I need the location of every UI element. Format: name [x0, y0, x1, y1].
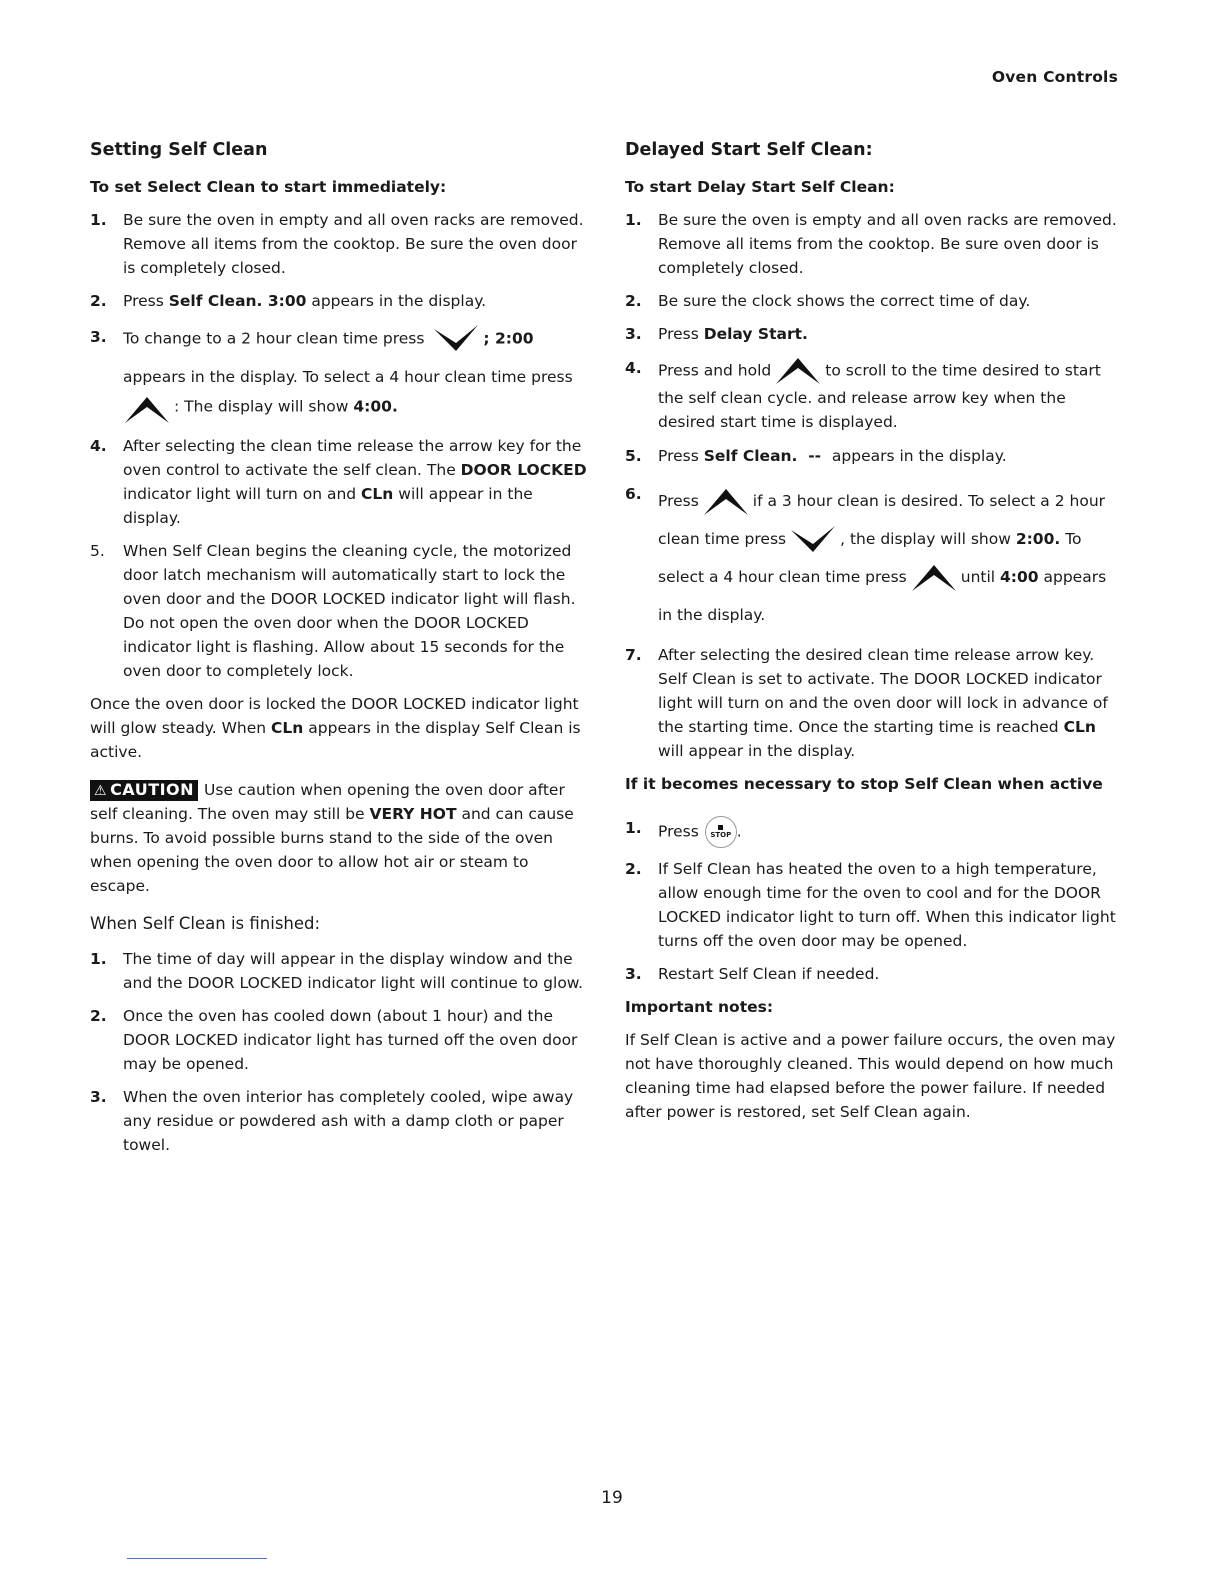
text-run: Press and hold	[658, 361, 772, 380]
step-number: 4.	[625, 359, 642, 377]
step-text: If Self Clean has heated the oven to a high temperature, allow enough time for the oven to cool and for the DOOR LOCKED indicator light to turn off. When this indicator light turns off the oven door may be opened.	[658, 860, 1116, 950]
bold-run: CLn	[1063, 718, 1096, 736]
list-item	[625, 643, 1125, 763]
text-run: To select a 4 hour clean time press	[658, 530, 1082, 586]
text-run: if a 3 hour clean is desired. To select a 2 hour clean time press	[658, 492, 1106, 548]
step-text	[123, 325, 590, 425]
step-number: 2.	[625, 860, 642, 878]
step-text: Be sure the oven is empty and all oven racks are removed. Remove all items from the cooktop. Be sure oven door is completely closed.	[658, 211, 1117, 277]
step-number: 1.	[90, 950, 107, 968]
step-number: 2.	[90, 1007, 107, 1025]
bold-run: CLn	[361, 485, 394, 503]
up-arrow-icon	[910, 563, 958, 593]
text-run: .	[736, 822, 742, 841]
step-text: The time of day will appear in the display window and the and the DOOR LOCKED indicator light will continue to glow.	[123, 950, 583, 992]
step-text: Once the oven has cooled down (about 1 hour) and the DOOR LOCKED indicator light has turned off the oven door may be opened.	[123, 1007, 578, 1073]
finished-title: When Self Clean is finished:	[90, 914, 321, 933]
warning-triangle-icon: ⚠	[94, 783, 108, 799]
bold-run: Self Clean.	[703, 447, 798, 465]
text-run: , the display will show	[840, 530, 1016, 548]
step-number: 5.	[625, 447, 642, 465]
bold-run: Delay Start.	[703, 325, 808, 343]
list-item	[90, 539, 590, 683]
text-run: appears in the display.	[658, 568, 1107, 624]
bold-run: DOOR LOCKED	[460, 461, 587, 479]
text-run: Once the oven door is locked the DOOR LOCKED indicator light will glow steady. When	[90, 695, 579, 737]
important-notes-text: If Self Clean is active and a power failure occurs, the oven may not have thoroughly cleaned. This would depend on how much cleaning time had elapsed before the power failure. If needed after power is restored, set Self Clean again.	[625, 1031, 1116, 1121]
footer-rule	[127, 1558, 267, 1559]
step-number: 3.	[625, 965, 642, 983]
step-text	[658, 482, 1125, 634]
start-immediately-subtitle: To set Select Clean to start immediately:	[90, 178, 447, 196]
list-item	[90, 325, 590, 425]
step-text: Be sure the clock shows the correct time of day.	[658, 292, 1031, 310]
step-text	[658, 356, 1125, 434]
text-run: will appear in the display.	[658, 742, 856, 760]
step-number: 3.	[625, 325, 642, 343]
page-number: 19	[601, 1488, 623, 1508]
up-arrow-icon	[123, 395, 171, 425]
bold-run: 4:00.	[353, 397, 398, 416]
left-column	[90, 138, 590, 1166]
delayed-start-title: Delayed Start Self Clean:	[625, 140, 873, 160]
list-item	[625, 289, 1125, 313]
bold-run: 3:00	[262, 292, 307, 310]
caution-label: CAUTION	[110, 780, 195, 799]
step-number: 3.	[90, 1088, 107, 1106]
bold-run: Self Clean.	[168, 292, 263, 310]
step-text	[658, 643, 1125, 763]
list-item	[90, 289, 590, 313]
stop-button-icon	[705, 816, 737, 848]
step-text	[123, 289, 590, 313]
down-arrow-icon	[789, 526, 837, 554]
list-item	[90, 434, 590, 530]
bold-run: ; 2:00	[483, 329, 534, 348]
text-run: Press	[658, 822, 699, 841]
text-run: After selecting the clean time release the arrow key for the oven control to activate the self clean. The	[123, 437, 582, 479]
stop-button-label: STOP	[710, 831, 732, 839]
text-run: After selecting the desired clean time release arrow key. Self Clean is set to activate. The DOOR LOCKED indicator light will turn on and the oven door will lock in advance of the starting time. Once the starting time is reached	[658, 646, 1108, 736]
step-number: 2.	[625, 292, 642, 310]
text-run: to scroll to the time desired to start the self clean cycle. and release arrow key when the desired start time is displayed.	[658, 361, 1101, 431]
text-run: appears in the display. To select a 4 hour clean time press	[123, 368, 573, 386]
caution-paragraph	[90, 778, 590, 898]
step-text	[123, 434, 590, 530]
setting-self-clean-title: Setting Self Clean	[90, 140, 268, 160]
text-run: indicator light will turn on and	[123, 485, 362, 503]
step-number: 5.	[90, 542, 105, 560]
list-item	[90, 947, 590, 995]
list-item	[90, 1004, 590, 1076]
step-number: 7.	[625, 646, 642, 664]
list-item	[625, 444, 1125, 468]
step-text: When Self Clean begins the cleaning cycle, the motorized door latch mechanism will automatically start to lock the oven door and the DOOR LOCKED indicator light will flash. Do not open the oven door when the DOOR LOCKED indicator light is flashing. Allow about 15 seconds for the oven door to completely lock.	[123, 542, 576, 680]
text-run: and can cause burns. To avoid possible burns stand to the side of the oven when opening the oven door to allow hot air or steam to escape.	[90, 805, 574, 895]
bold-run: VERY HOT	[369, 805, 457, 823]
step-text: Be sure the oven in empty and all oven racks are removed. Remove all items from the cooktop. Be sure the oven door is completely closed.	[123, 211, 584, 277]
section-header: Oven Controls	[991, 68, 1118, 86]
bold-run: --	[797, 447, 832, 465]
list-item	[90, 208, 590, 280]
step-number: 1.	[625, 819, 642, 837]
step-number: 1.	[90, 211, 107, 229]
text-run: Press	[658, 447, 704, 465]
text-run: Press	[658, 492, 699, 510]
text-run: will appear in the display.	[123, 485, 533, 527]
step-number: 4.	[90, 437, 107, 455]
step-text	[658, 444, 1125, 468]
text-run: Press	[658, 325, 704, 343]
list-item	[625, 208, 1125, 280]
text-run: Press	[123, 292, 169, 310]
list-item	[625, 322, 1125, 346]
text-run: appears in the display Self Clean is active.	[90, 719, 581, 761]
text-run: until	[960, 568, 1001, 586]
text-run: To change to a 2 hour clean time press	[123, 329, 425, 348]
down-arrow-icon	[432, 325, 480, 353]
list-item	[625, 962, 1125, 986]
important-notes-title: Important notes:	[625, 998, 774, 1016]
list-item	[625, 356, 1125, 434]
text-run: appears in the display.	[306, 292, 487, 310]
bold-run: 2:00.	[1015, 530, 1061, 548]
list-item	[90, 1085, 590, 1157]
text-run: Use caution when opening the oven door after self cleaning. The oven may still be	[90, 781, 565, 823]
right-column	[625, 138, 1125, 1138]
delay-start-subtitle: To start Delay Start Self Clean:	[625, 178, 895, 196]
list-item	[625, 816, 1125, 848]
step-text	[658, 816, 1125, 848]
caution-badge	[90, 780, 198, 801]
bold-run: CLn	[271, 719, 304, 737]
list-item	[625, 857, 1125, 953]
step-text: Restart Self Clean if needed.	[658, 965, 880, 983]
step-number: 1.	[625, 211, 642, 229]
stop-self-clean-title: If it becomes necessary to stop Self Clean when active	[625, 775, 1103, 793]
door-locked-paragraph	[90, 692, 590, 764]
up-arrow-icon	[774, 356, 822, 386]
bold-run: 4:00	[1000, 568, 1039, 586]
step-number: 3.	[90, 328, 107, 346]
step-text: When the oven interior has completely cooled, wipe away any residue or powdered ash with a damp cloth or paper towel.	[123, 1088, 574, 1154]
text-run: : The display will show	[174, 397, 354, 416]
step-number: 2.	[90, 292, 107, 310]
up-arrow-icon	[702, 487, 750, 517]
stop-square-icon	[718, 825, 723, 830]
step-number: 6.	[625, 485, 642, 503]
step-text	[658, 322, 1125, 346]
list-item	[625, 482, 1125, 634]
text-run: appears in the display.	[831, 447, 1007, 465]
